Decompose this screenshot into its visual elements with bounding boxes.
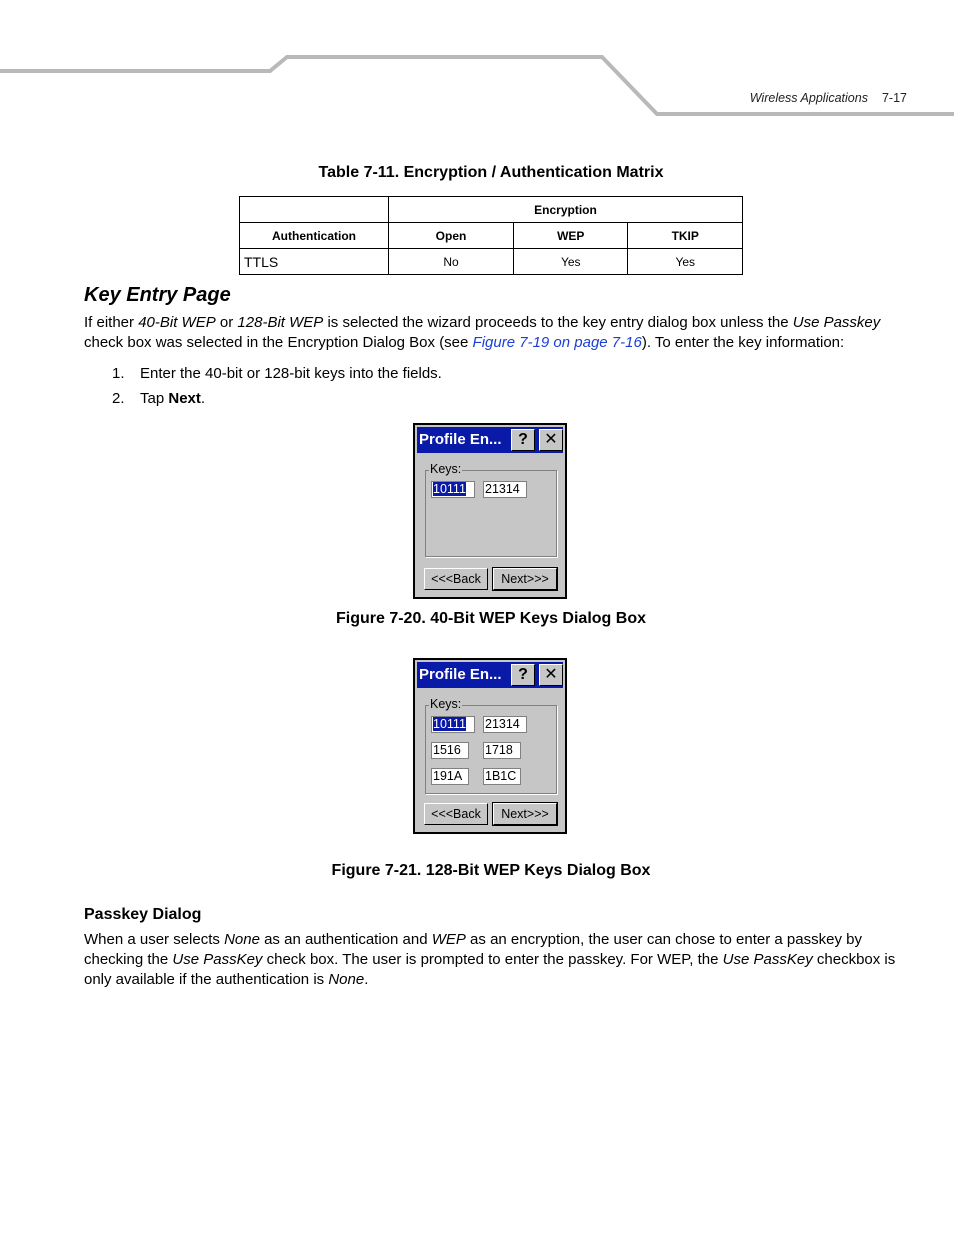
key-entry-paragraph	[84, 313, 904, 353]
key-field-3[interactable]	[431, 742, 469, 759]
key-value: 1516	[433, 743, 461, 757]
key-value: 21314	[485, 717, 520, 731]
key-value: 10111	[433, 482, 466, 496]
figure-7-19-link[interactable]: Figure 7-19 on page 7-16	[472, 334, 642, 351]
next-button[interactable]: Next>>>	[493, 568, 557, 590]
key-value: 21314	[485, 482, 520, 496]
text-run: check box. The user is prompted to enter the passkey. For WEP, the	[262, 951, 723, 968]
text-run: ). To enter the key information:	[641, 334, 845, 351]
text-run: .	[364, 971, 369, 988]
text-run: None	[328, 971, 365, 988]
help-icon[interactable]: ?	[511, 429, 535, 451]
keys-label: Keys:	[430, 462, 462, 476]
col-authentication: Authentication	[240, 223, 389, 249]
wep128-dialog	[413, 658, 567, 834]
text-run: Use PassKey	[722, 951, 813, 968]
key-field-6[interactable]	[483, 768, 521, 785]
text-run: as an encryption, the user can chose to enter a passkey by checking the	[84, 931, 862, 968]
encryption-matrix-table	[239, 196, 743, 275]
passkey-paragraph	[84, 930, 904, 990]
step-text: .	[200, 390, 206, 407]
key-field-1[interactable]	[431, 481, 475, 498]
key-field-5[interactable]	[431, 768, 469, 785]
col-tkip: TKIP	[628, 223, 743, 249]
next-button[interactable]: Next>>>	[493, 803, 557, 825]
back-button[interactable]: <<<Back	[424, 803, 488, 825]
encryption-header: Encryption	[389, 197, 743, 223]
text-run: If either	[84, 314, 139, 331]
table-cell: Yes	[513, 249, 628, 275]
step-number: 1.	[112, 365, 125, 382]
key-field-2[interactable]	[483, 716, 527, 733]
table-cell: Yes	[628, 249, 743, 275]
key-value: 1B1C	[485, 769, 517, 783]
text-run: is selected the wizard proceeds to the key entry dialog box unless the	[323, 314, 793, 331]
step-bold: Next	[168, 390, 201, 407]
table-row	[240, 249, 743, 275]
running-head-section: Wireless Applications	[749, 91, 868, 105]
figure-7-21-caption: Figure 7-21. 128-Bit WEP Keys Dialog Box	[331, 862, 651, 879]
back-button[interactable]: <<<Back	[424, 568, 488, 590]
close-icon[interactable]: ✕	[539, 664, 563, 686]
text-run: 40-Bit WEP	[138, 314, 216, 331]
step-2	[112, 390, 205, 407]
dialog-title: Profile En...	[419, 431, 502, 448]
text-run: checkbox is only available if the authentication is	[84, 951, 896, 988]
key-value: 10111	[433, 717, 466, 731]
dialog-titlebar	[417, 662, 563, 688]
text-run: 128-Bit WEP	[237, 314, 324, 331]
keys-label: Keys:	[430, 697, 462, 711]
text-run: Use PassKey	[172, 951, 263, 968]
table-header-row	[240, 197, 743, 223]
step-1	[112, 365, 442, 382]
help-icon[interactable]: ?	[511, 664, 535, 686]
text-run: or	[215, 314, 238, 331]
running-head	[750, 91, 907, 105]
step-text: Tap	[140, 390, 169, 407]
col-open: Open	[389, 223, 514, 249]
table-cell: TTLS	[240, 249, 389, 275]
text-run: When a user selects	[84, 931, 225, 948]
figure-7-20-caption: Figure 7-20. 40-Bit WEP Keys Dialog Box	[335, 610, 646, 627]
dialog-titlebar	[417, 427, 563, 453]
passkey-heading: Passkey Dialog	[84, 906, 202, 923]
table-column-row	[240, 223, 743, 249]
step-text: Enter the 40-bit or 128-bit keys into the fields.	[140, 365, 442, 382]
text-run: None	[224, 931, 260, 948]
table-cell: No	[389, 249, 514, 275]
key-value: 1718	[485, 743, 513, 757]
text-run: as an authentication and	[259, 931, 432, 948]
text-run: check box was selected in the Encryption Dialog Box (see	[84, 334, 473, 351]
key-field-4[interactable]	[483, 742, 521, 759]
close-icon[interactable]: ✕	[539, 429, 563, 451]
col-wep: WEP	[513, 223, 628, 249]
page-number: 7-17	[881, 91, 907, 105]
key-entry-heading: Key Entry Page	[84, 284, 231, 306]
step-number: 2.	[112, 390, 125, 407]
key-field-2[interactable]	[483, 481, 527, 498]
key-field-1[interactable]	[431, 716, 475, 733]
dialog-title: Profile En...	[419, 666, 502, 683]
table-corner-cell	[240, 197, 389, 223]
key-value: 191A	[433, 769, 463, 783]
wep40-dialog	[413, 423, 567, 599]
table-title: Table 7-11. Encryption / Authentication Matrix	[318, 164, 664, 181]
text-run: WEP	[431, 931, 466, 948]
text-run: Use Passkey	[792, 314, 881, 331]
